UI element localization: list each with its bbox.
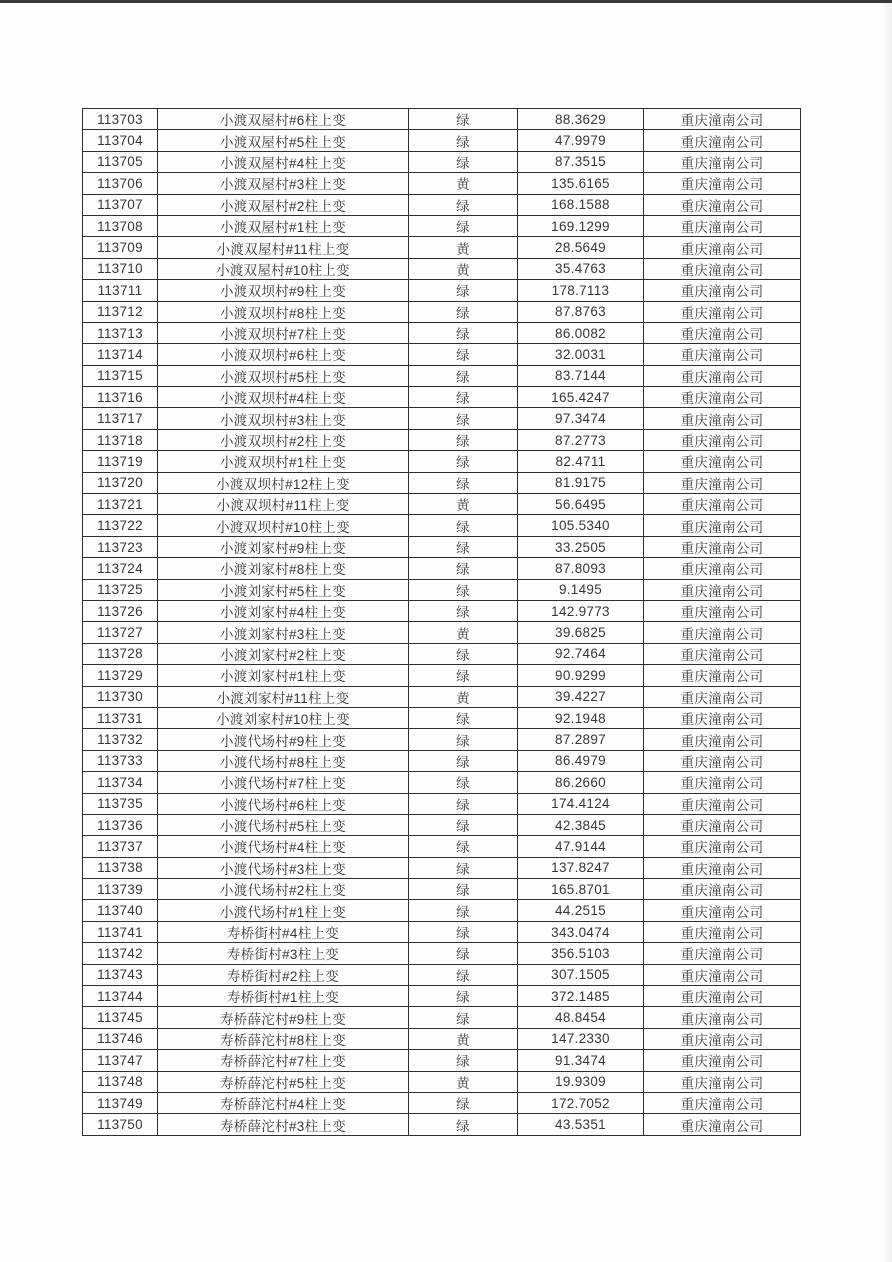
cell-name: 小渡代场村#4柱上变 xyxy=(158,836,409,857)
cell-value: 142.9773 xyxy=(518,600,644,621)
cell-id: 113748 xyxy=(83,1071,158,1092)
cell-value: 169.1299 xyxy=(518,215,644,236)
cell-status: 绿 xyxy=(409,772,518,793)
cell-status: 绿 xyxy=(409,1050,518,1071)
cell-status: 绿 xyxy=(409,558,518,579)
cell-id: 113716 xyxy=(83,387,158,408)
cell-status: 绿 xyxy=(409,1092,518,1113)
cell-name: 小渡双坝村#9柱上变 xyxy=(158,280,409,301)
cell-value: 92.7464 xyxy=(518,643,644,664)
cell-company: 重庆潼南公司 xyxy=(644,451,801,472)
cell-company: 重庆潼南公司 xyxy=(644,921,801,942)
cell-company: 重庆潼南公司 xyxy=(644,622,801,643)
cell-company: 重庆潼南公司 xyxy=(644,814,801,835)
cell-name: 小渡双坝村#3柱上变 xyxy=(158,408,409,429)
cell-id: 113739 xyxy=(83,879,158,900)
cell-id: 113747 xyxy=(83,1050,158,1071)
cell-name: 小渡双屋村#1柱上变 xyxy=(158,215,409,236)
cell-value: 165.4247 xyxy=(518,387,644,408)
cell-company: 重庆潼南公司 xyxy=(644,558,801,579)
cell-company: 重庆潼南公司 xyxy=(644,643,801,664)
cell-name: 小渡双屋村#10柱上变 xyxy=(158,258,409,279)
cell-id: 113724 xyxy=(83,558,158,579)
table-row xyxy=(83,344,801,365)
table-row xyxy=(83,322,801,343)
cell-name: 小渡刘家村#1柱上变 xyxy=(158,665,409,686)
table-row xyxy=(83,1007,801,1028)
cell-company: 重庆潼南公司 xyxy=(644,964,801,985)
cell-name: 寿桥街村#2柱上变 xyxy=(158,964,409,985)
cell-id: 113714 xyxy=(83,344,158,365)
cell-name: 小渡刘家村#9柱上变 xyxy=(158,536,409,557)
table-row xyxy=(83,194,801,215)
cell-id: 113727 xyxy=(83,622,158,643)
cell-id: 113703 xyxy=(83,109,158,130)
cell-status: 黄 xyxy=(409,494,518,515)
cell-status: 绿 xyxy=(409,515,518,536)
cell-company: 重庆潼南公司 xyxy=(644,408,801,429)
cell-id: 113718 xyxy=(83,429,158,450)
cell-name: 寿桥街村#3柱上变 xyxy=(158,943,409,964)
cell-company: 重庆潼南公司 xyxy=(644,707,801,728)
cell-status: 黄 xyxy=(409,1071,518,1092)
table-row xyxy=(83,215,801,236)
cell-name: 小渡双屋村#11柱上变 xyxy=(158,237,409,258)
cell-id: 113720 xyxy=(83,472,158,493)
cell-id: 113734 xyxy=(83,772,158,793)
cell-status: 绿 xyxy=(409,151,518,172)
cell-company: 重庆潼南公司 xyxy=(644,729,801,750)
table-row xyxy=(83,237,801,258)
cell-company: 重庆潼南公司 xyxy=(644,1028,801,1049)
table-row xyxy=(83,686,801,707)
cell-company: 重庆潼南公司 xyxy=(644,986,801,1007)
cell-name: 小渡刘家村#10柱上变 xyxy=(158,707,409,728)
cell-value: 47.9144 xyxy=(518,836,644,857)
cell-value: 307.1505 xyxy=(518,964,644,985)
table-row xyxy=(83,151,801,172)
cell-status: 绿 xyxy=(409,130,518,151)
cell-name: 小渡代场村#7柱上变 xyxy=(158,772,409,793)
table-row xyxy=(83,643,801,664)
cell-company: 重庆潼南公司 xyxy=(644,1114,801,1136)
table-row xyxy=(83,1028,801,1049)
table-row xyxy=(83,1114,801,1136)
cell-company: 重庆潼南公司 xyxy=(644,194,801,215)
table-row xyxy=(83,665,801,686)
cell-value: 172.7052 xyxy=(518,1092,644,1113)
cell-name: 小渡双坝村#11柱上变 xyxy=(158,494,409,515)
cell-company: 重庆潼南公司 xyxy=(644,579,801,600)
cell-value: 174.4124 xyxy=(518,793,644,814)
cell-status: 绿 xyxy=(409,109,518,130)
cell-value: 356.5103 xyxy=(518,943,644,964)
cell-status: 黄 xyxy=(409,1028,518,1049)
cell-value: 86.2660 xyxy=(518,772,644,793)
cell-company: 重庆潼南公司 xyxy=(644,280,801,301)
cell-id: 113731 xyxy=(83,707,158,728)
cell-value: 87.8763 xyxy=(518,301,644,322)
table-row xyxy=(83,857,801,878)
cell-id: 113707 xyxy=(83,194,158,215)
cell-value: 343.0474 xyxy=(518,921,644,942)
cell-status: 绿 xyxy=(409,215,518,236)
cell-company: 重庆潼南公司 xyxy=(644,258,801,279)
cell-id: 113733 xyxy=(83,750,158,771)
cell-name: 小渡双坝村#6柱上变 xyxy=(158,344,409,365)
cell-value: 87.2773 xyxy=(518,429,644,450)
cell-id: 113706 xyxy=(83,173,158,194)
cell-status: 黄 xyxy=(409,173,518,194)
cell-company: 重庆潼南公司 xyxy=(644,600,801,621)
cell-id: 113725 xyxy=(83,579,158,600)
table-row xyxy=(83,836,801,857)
cell-company: 重庆潼南公司 xyxy=(644,1007,801,1028)
cell-id: 113740 xyxy=(83,900,158,921)
table-row xyxy=(83,408,801,429)
table-row xyxy=(83,494,801,515)
table-row xyxy=(83,109,801,130)
cell-company: 重庆潼南公司 xyxy=(644,429,801,450)
cell-company: 重庆潼南公司 xyxy=(644,494,801,515)
cell-value: 87.8093 xyxy=(518,558,644,579)
cell-name: 小渡双坝村#1柱上变 xyxy=(158,451,409,472)
cell-status: 绿 xyxy=(409,665,518,686)
table-row xyxy=(83,451,801,472)
cell-status: 绿 xyxy=(409,729,518,750)
cell-id: 113750 xyxy=(83,1114,158,1136)
cell-id: 113749 xyxy=(83,1092,158,1113)
table-row xyxy=(83,814,801,835)
cell-name: 小渡代场村#8柱上变 xyxy=(158,750,409,771)
table-row xyxy=(83,387,801,408)
cell-name: 小渡代场村#3柱上变 xyxy=(158,857,409,878)
table-row xyxy=(83,900,801,921)
cell-id: 113738 xyxy=(83,857,158,878)
cell-status: 绿 xyxy=(409,280,518,301)
cell-name: 小渡双坝村#8柱上变 xyxy=(158,301,409,322)
table-row xyxy=(83,707,801,728)
cell-status: 绿 xyxy=(409,344,518,365)
cell-id: 113715 xyxy=(83,365,158,386)
cell-name: 小渡双屋村#6柱上变 xyxy=(158,109,409,130)
cell-company: 重庆潼南公司 xyxy=(644,1071,801,1092)
cell-id: 113737 xyxy=(83,836,158,857)
cell-name: 小渡双屋村#5柱上变 xyxy=(158,130,409,151)
cell-company: 重庆潼南公司 xyxy=(644,130,801,151)
cell-name: 寿桥街村#1柱上变 xyxy=(158,986,409,1007)
cell-name: 小渡双屋村#3柱上变 xyxy=(158,173,409,194)
cell-value: 42.3845 xyxy=(518,814,644,835)
cell-id: 113726 xyxy=(83,600,158,621)
cell-status: 绿 xyxy=(409,707,518,728)
cell-name: 小渡双坝村#7柱上变 xyxy=(158,322,409,343)
cell-name: 寿桥薛沱村#9柱上变 xyxy=(158,1007,409,1028)
cell-status: 绿 xyxy=(409,600,518,621)
cell-value: 33.2505 xyxy=(518,536,644,557)
cell-name: 小渡双坝村#10柱上变 xyxy=(158,515,409,536)
cell-name: 寿桥薛沱村#5柱上变 xyxy=(158,1071,409,1092)
cell-status: 绿 xyxy=(409,879,518,900)
table-row xyxy=(83,472,801,493)
table-row xyxy=(83,258,801,279)
cell-status: 绿 xyxy=(409,579,518,600)
cell-name: 小渡双屋村#4柱上变 xyxy=(158,151,409,172)
cell-company: 重庆潼南公司 xyxy=(644,665,801,686)
cell-status: 绿 xyxy=(409,387,518,408)
table-row xyxy=(83,964,801,985)
cell-id: 113711 xyxy=(83,280,158,301)
cell-value: 135.6165 xyxy=(518,173,644,194)
cell-company: 重庆潼南公司 xyxy=(644,536,801,557)
cell-value: 137.8247 xyxy=(518,857,644,878)
cell-id: 113708 xyxy=(83,215,158,236)
cell-id: 113741 xyxy=(83,921,158,942)
cell-value: 87.3515 xyxy=(518,151,644,172)
table-row xyxy=(83,173,801,194)
cell-value: 91.3474 xyxy=(518,1050,644,1071)
cell-name: 寿桥街村#4柱上变 xyxy=(158,921,409,942)
cell-company: 重庆潼南公司 xyxy=(644,109,801,130)
cell-company: 重庆潼南公司 xyxy=(644,215,801,236)
cell-id: 113722 xyxy=(83,515,158,536)
cell-status: 绿 xyxy=(409,836,518,857)
cell-value: 90.9299 xyxy=(518,665,644,686)
table-row xyxy=(83,772,801,793)
cell-id: 113729 xyxy=(83,665,158,686)
cell-status: 绿 xyxy=(409,964,518,985)
page-right-edge xyxy=(882,0,892,1262)
cell-name: 小渡双屋村#2柱上变 xyxy=(158,194,409,215)
cell-value: 87.2897 xyxy=(518,729,644,750)
cell-company: 重庆潼南公司 xyxy=(644,857,801,878)
cell-status: 绿 xyxy=(409,943,518,964)
transformer-status-table xyxy=(82,108,801,1136)
cell-name: 寿桥薛沱村#7柱上变 xyxy=(158,1050,409,1071)
cell-company: 重庆潼南公司 xyxy=(644,365,801,386)
cell-company: 重庆潼南公司 xyxy=(644,237,801,258)
cell-value: 86.4979 xyxy=(518,750,644,771)
cell-status: 绿 xyxy=(409,472,518,493)
table-row xyxy=(83,301,801,322)
cell-value: 32.0031 xyxy=(518,344,644,365)
cell-value: 39.4227 xyxy=(518,686,644,707)
table-row xyxy=(83,1071,801,1092)
cell-name: 小渡双坝村#4柱上变 xyxy=(158,387,409,408)
cell-status: 绿 xyxy=(409,750,518,771)
cell-name: 小渡代场村#2柱上变 xyxy=(158,879,409,900)
cell-company: 重庆潼南公司 xyxy=(644,1050,801,1071)
cell-id: 113746 xyxy=(83,1028,158,1049)
cell-value: 165.8701 xyxy=(518,879,644,900)
cell-company: 重庆潼南公司 xyxy=(644,943,801,964)
cell-company: 重庆潼南公司 xyxy=(644,387,801,408)
cell-status: 黄 xyxy=(409,686,518,707)
cell-company: 重庆潼南公司 xyxy=(644,750,801,771)
cell-name: 小渡代场村#5柱上变 xyxy=(158,814,409,835)
cell-id: 113723 xyxy=(83,536,158,557)
cell-name: 小渡代场村#1柱上变 xyxy=(158,900,409,921)
cell-id: 113713 xyxy=(83,322,158,343)
cell-status: 绿 xyxy=(409,986,518,1007)
cell-company: 重庆潼南公司 xyxy=(644,879,801,900)
cell-value: 9.1495 xyxy=(518,579,644,600)
cell-status: 绿 xyxy=(409,301,518,322)
cell-id: 113728 xyxy=(83,643,158,664)
cell-status: 绿 xyxy=(409,194,518,215)
cell-name: 小渡刘家村#4柱上变 xyxy=(158,600,409,621)
table-row xyxy=(83,558,801,579)
cell-name: 小渡代场村#9柱上变 xyxy=(158,729,409,750)
cell-name: 小渡双坝村#12柱上变 xyxy=(158,472,409,493)
cell-id: 113712 xyxy=(83,301,158,322)
cell-status: 绿 xyxy=(409,536,518,557)
cell-value: 35.4763 xyxy=(518,258,644,279)
cell-name: 小渡双坝村#5柱上变 xyxy=(158,365,409,386)
cell-value: 56.6495 xyxy=(518,494,644,515)
cell-status: 绿 xyxy=(409,814,518,835)
cell-status: 绿 xyxy=(409,921,518,942)
cell-company: 重庆潼南公司 xyxy=(644,1092,801,1113)
table-row xyxy=(83,579,801,600)
cell-name: 小渡代场村#6柱上变 xyxy=(158,793,409,814)
cell-value: 147.2330 xyxy=(518,1028,644,1049)
table-row xyxy=(83,921,801,942)
table-body xyxy=(83,109,801,1136)
cell-id: 113730 xyxy=(83,686,158,707)
cell-name: 小渡刘家村#8柱上变 xyxy=(158,558,409,579)
cell-name: 小渡刘家村#3柱上变 xyxy=(158,622,409,643)
table-row xyxy=(83,130,801,151)
table-row xyxy=(83,1092,801,1113)
table-row xyxy=(83,986,801,1007)
cell-status: 绿 xyxy=(409,408,518,429)
cell-value: 39.6825 xyxy=(518,622,644,643)
cell-company: 重庆潼南公司 xyxy=(644,322,801,343)
table-row xyxy=(83,280,801,301)
cell-value: 86.0082 xyxy=(518,322,644,343)
cell-id: 113704 xyxy=(83,130,158,151)
table-row xyxy=(83,600,801,621)
cell-status: 绿 xyxy=(409,643,518,664)
cell-company: 重庆潼南公司 xyxy=(644,151,801,172)
cell-id: 113721 xyxy=(83,494,158,515)
cell-company: 重庆潼南公司 xyxy=(644,344,801,365)
cell-id: 113745 xyxy=(83,1007,158,1028)
cell-value: 92.1948 xyxy=(518,707,644,728)
cell-value: 168.1588 xyxy=(518,194,644,215)
cell-status: 黄 xyxy=(409,258,518,279)
cell-company: 重庆潼南公司 xyxy=(644,836,801,857)
cell-value: 83.7144 xyxy=(518,365,644,386)
cell-status: 黄 xyxy=(409,622,518,643)
cell-value: 19.9309 xyxy=(518,1071,644,1092)
cell-status: 绿 xyxy=(409,429,518,450)
table-row xyxy=(83,750,801,771)
cell-company: 重庆潼南公司 xyxy=(644,515,801,536)
table-row xyxy=(83,879,801,900)
cell-value: 372.1485 xyxy=(518,986,644,1007)
table-row xyxy=(83,729,801,750)
cell-company: 重庆潼南公司 xyxy=(644,301,801,322)
cell-status: 绿 xyxy=(409,1007,518,1028)
table-row xyxy=(83,515,801,536)
cell-id: 113710 xyxy=(83,258,158,279)
cell-status: 黄 xyxy=(409,237,518,258)
cell-company: 重庆潼南公司 xyxy=(644,173,801,194)
cell-id: 113743 xyxy=(83,964,158,985)
cell-value: 178.7113 xyxy=(518,280,644,301)
cell-id: 113744 xyxy=(83,986,158,1007)
cell-id: 113709 xyxy=(83,237,158,258)
cell-name: 寿桥薛沱村#3柱上变 xyxy=(158,1114,409,1136)
cell-id: 113717 xyxy=(83,408,158,429)
table-row xyxy=(83,793,801,814)
cell-value: 47.9979 xyxy=(518,130,644,151)
cell-status: 绿 xyxy=(409,793,518,814)
cell-status: 绿 xyxy=(409,900,518,921)
cell-company: 重庆潼南公司 xyxy=(644,772,801,793)
cell-name: 寿桥薛沱村#4柱上变 xyxy=(158,1092,409,1113)
cell-id: 113735 xyxy=(83,793,158,814)
cell-name: 小渡双坝村#2柱上变 xyxy=(158,429,409,450)
table-row xyxy=(83,536,801,557)
cell-id: 113732 xyxy=(83,729,158,750)
cell-value: 97.3474 xyxy=(518,408,644,429)
cell-name: 小渡刘家村#11柱上变 xyxy=(158,686,409,707)
cell-name: 寿桥薛沱村#8柱上变 xyxy=(158,1028,409,1049)
table-row xyxy=(83,943,801,964)
cell-company: 重庆潼南公司 xyxy=(644,793,801,814)
cell-status: 绿 xyxy=(409,451,518,472)
cell-company: 重庆潼南公司 xyxy=(644,686,801,707)
cell-status: 绿 xyxy=(409,365,518,386)
cell-company: 重庆潼南公司 xyxy=(644,472,801,493)
cell-id: 113742 xyxy=(83,943,158,964)
cell-name: 小渡刘家村#2柱上变 xyxy=(158,643,409,664)
cell-name: 小渡刘家村#5柱上变 xyxy=(158,579,409,600)
table-row xyxy=(83,622,801,643)
page-top-edge xyxy=(0,0,892,3)
cell-value: 81.9175 xyxy=(518,472,644,493)
cell-value: 82.4711 xyxy=(518,451,644,472)
cell-value: 88.3629 xyxy=(518,109,644,130)
cell-company: 重庆潼南公司 xyxy=(644,900,801,921)
cell-status: 绿 xyxy=(409,1114,518,1136)
cell-value: 44.2515 xyxy=(518,900,644,921)
table-row xyxy=(83,1050,801,1071)
table-row xyxy=(83,365,801,386)
cell-value: 43.5351 xyxy=(518,1114,644,1136)
cell-value: 48.8454 xyxy=(518,1007,644,1028)
cell-status: 绿 xyxy=(409,857,518,878)
cell-id: 113705 xyxy=(83,151,158,172)
table-row xyxy=(83,429,801,450)
cell-value: 105.5340 xyxy=(518,515,644,536)
cell-status: 绿 xyxy=(409,322,518,343)
cell-id: 113736 xyxy=(83,814,158,835)
cell-value: 28.5649 xyxy=(518,237,644,258)
cell-id: 113719 xyxy=(83,451,158,472)
